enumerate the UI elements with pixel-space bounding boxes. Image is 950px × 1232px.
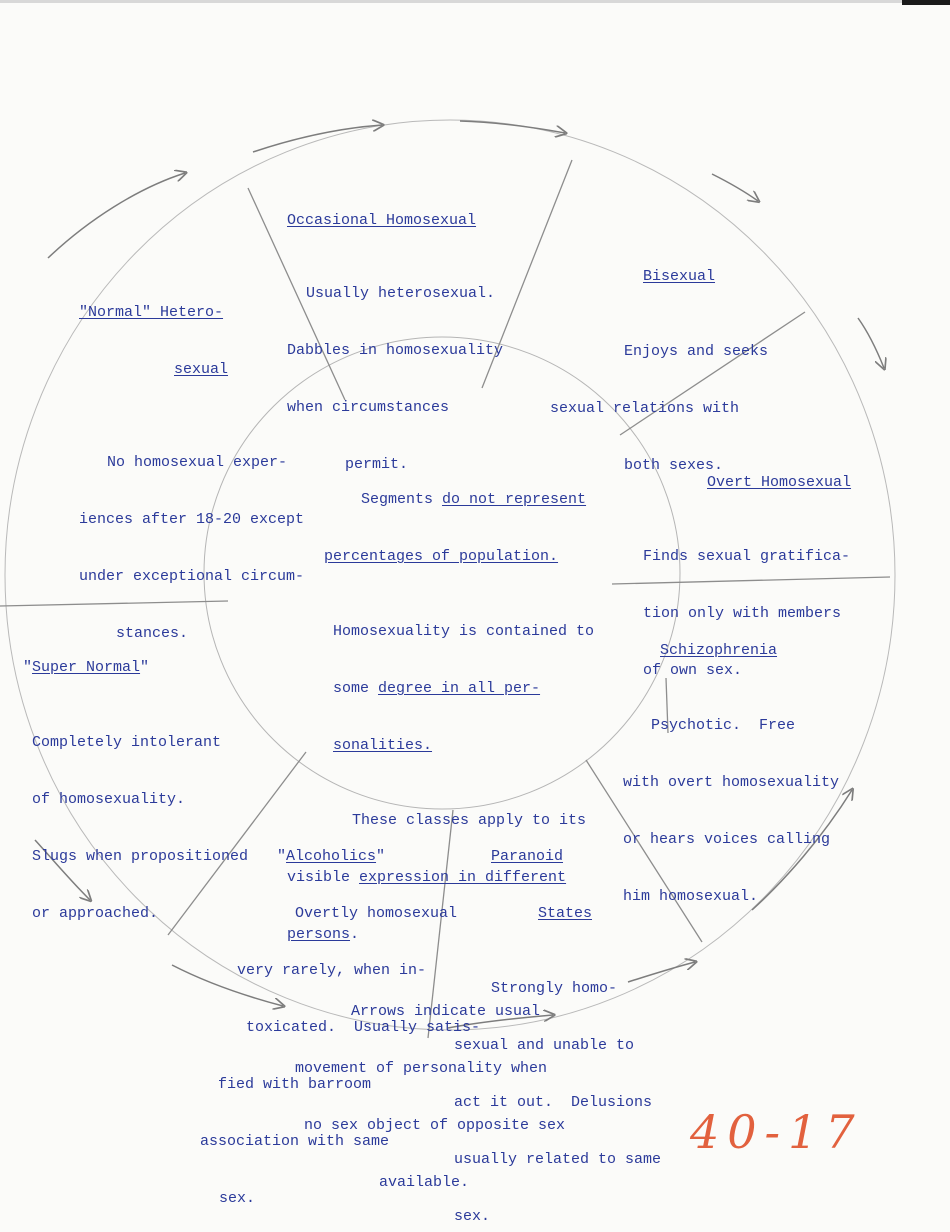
segment-text-line: Psychotic. Free — [651, 717, 796, 734]
center-line: movement of personality when — [295, 1060, 548, 1077]
segment-text-line: very rarely, when in- — [237, 962, 427, 979]
segment-text-line: Usually heterosexual. — [306, 285, 496, 302]
segment-text-line: both sexes. — [624, 457, 724, 474]
center-line — [287, 925, 594, 944]
center-text: Segments — [361, 491, 443, 508]
center-emphasis: persons — [287, 926, 351, 943]
segment-text-line: act it out. Delusions — [454, 1094, 653, 1111]
segment-text-line: Overtly homosexual — [295, 905, 458, 922]
segment-text-line: tion only with members — [643, 605, 842, 622]
segment-text-line: Strongly homo- — [491, 980, 618, 997]
segment-text-line: toxicated. Usually satis- — [246, 1019, 481, 1036]
segment-text-line: sexual relations with — [550, 400, 740, 417]
segment-text-line: sex. — [219, 1190, 256, 1207]
segment-text-line: of homosexuality. — [32, 791, 186, 808]
segment-text-line: permit. — [345, 456, 409, 473]
segment-text-line: sex. — [454, 1208, 491, 1225]
segment-title-line: "Super Normal" — [23, 659, 150, 676]
handwritten-page-number: 40-17 — [690, 1105, 863, 1159]
center-emphasis: sonalities. — [333, 737, 433, 754]
segment-title: States — [538, 905, 593, 922]
segment-title-line: "Alcoholics" — [277, 848, 386, 865]
center-line: These classes apply to its — [352, 812, 587, 829]
center-line — [287, 868, 594, 887]
segment-text-line: Dabbles in homosexuality — [287, 342, 504, 359]
segment-text-line: when circumstances — [287, 399, 450, 416]
segment-title: Super Normal — [32, 659, 141, 676]
segment-text-line: of own sex. — [643, 662, 743, 679]
segment-title: sexual — [174, 361, 229, 378]
segment-text-line: No homosexual exper- — [107, 454, 288, 471]
segment-text-line: fied with barroom — [218, 1076, 372, 1093]
segment-text-line: Completely intolerant — [32, 734, 222, 751]
segment-text-line: usually related to same — [454, 1151, 662, 1168]
segment-title: Paranoid — [491, 848, 564, 865]
center-emphasis: do not represent — [442, 491, 587, 508]
segment-text-line: him homosexual. — [623, 888, 759, 905]
segment-text-line: Finds sexual gratifica- — [643, 548, 851, 565]
arrow — [858, 318, 884, 368]
segment-text-line: association with same — [200, 1133, 390, 1150]
arrow — [712, 174, 758, 201]
segment-text-line: under exceptional circum- — [79, 568, 305, 585]
center-line: no sex object of opposite sex — [304, 1117, 566, 1134]
center-text: visible — [287, 869, 360, 886]
segment-text-line: Slugs when propositioned — [32, 848, 249, 865]
segment-title: Occasional Homosexual — [287, 212, 477, 229]
center-line: Homosexuality is contained to — [333, 623, 595, 640]
segment-title: "Normal" Hetero- — [79, 304, 224, 321]
segment-text-line: Enjoys and seeks — [624, 343, 769, 360]
segment-text-line: iences after 18-20 except — [79, 511, 305, 528]
arrow — [48, 173, 185, 258]
center-emphasis: percentages of population. — [324, 548, 559, 565]
center-line — [287, 679, 594, 698]
center-text: some — [333, 680, 379, 697]
center-text: . — [350, 926, 360, 943]
segment-title: Bisexual — [643, 268, 716, 285]
segment-title: Schizophrenia — [660, 642, 778, 659]
center-explanation — [287, 452, 594, 1230]
center-line: available. — [379, 1174, 470, 1191]
segment-text-line: with overt homosexuality — [623, 774, 840, 791]
center-line — [287, 490, 594, 509]
segment-normal-heterosexual — [79, 265, 304, 681]
center-emphasis: degree in all per- — [378, 680, 541, 697]
center-emphasis: expression in different — [359, 869, 567, 886]
segment-text-line: sexual and unable to — [454, 1037, 635, 1054]
segment-text-line: stances. — [116, 625, 189, 642]
segment-title: Alcoholics — [286, 848, 377, 865]
segment-text-line: or approached. — [32, 905, 159, 922]
center-line: Arrows indicate usual — [351, 1003, 541, 1020]
segment-text-line: or hears voices calling — [623, 831, 831, 848]
segment-title: Overt Homosexual — [707, 474, 852, 491]
